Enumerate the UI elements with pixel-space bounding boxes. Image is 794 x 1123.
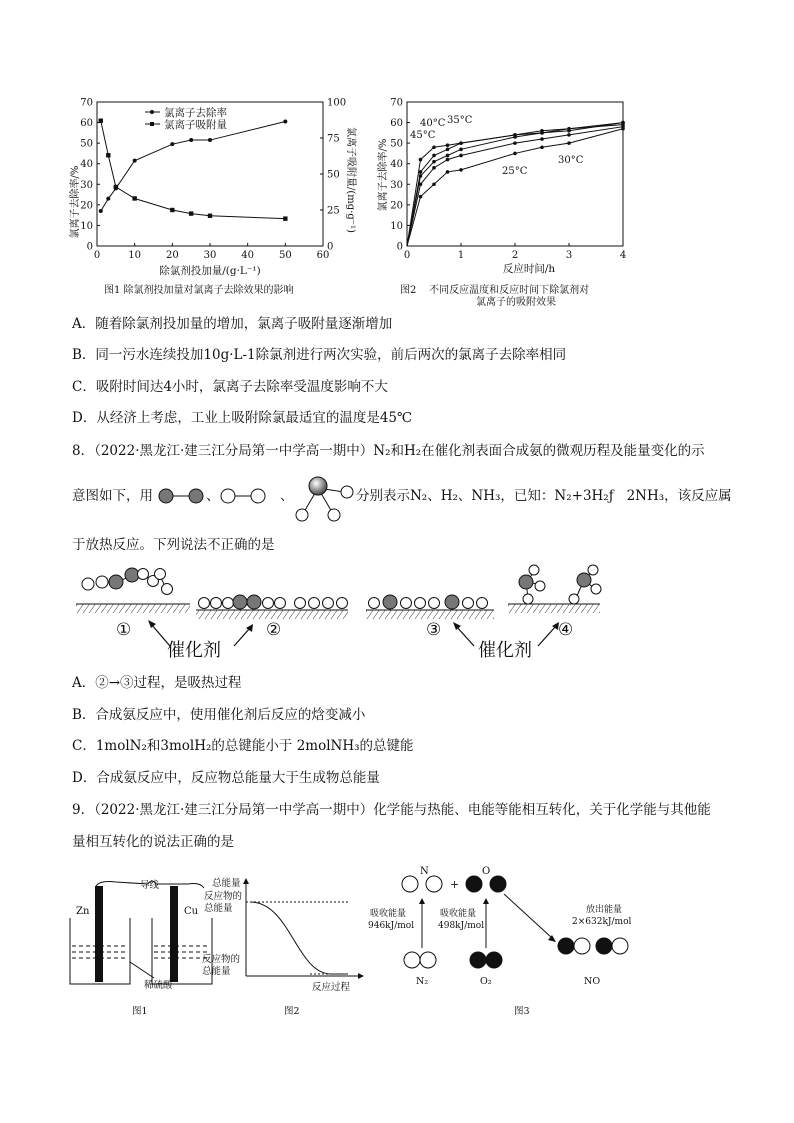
label-35c: 35°C [447,115,473,126]
y-right-tick-label: 100 [327,97,347,109]
removal-rate-point [189,138,193,142]
q8-stem-line2a: 意图如下，用 [72,488,153,504]
absorb-o-line2: 498kJ/mol [438,921,485,931]
adsorbed-atom [337,598,348,609]
adsorbed-atom [223,598,234,609]
x-tick-label: 50 [278,250,292,261]
y-left-tick-label: 20 [80,200,93,212]
figure2-chart [372,90,642,290]
q9-stem-line1: 9．（2022·黑龙江·建三江分局第一中学高一期中）化学能与热能、电能等能相互转化，关于化学能与其他能 [72,802,711,818]
series-line [407,123,623,246]
plus-sign: + [450,878,460,891]
x-tick-label: 4 [619,250,627,261]
series-point [446,143,450,147]
q9-fig2-caption: 图2 [284,1006,300,1017]
catalyst-label-right: 催化剂 [478,640,532,661]
reactant-energy-label-line1: 反应物的 [204,891,243,902]
series-point [540,137,544,141]
series-point [459,154,463,158]
figure1-chart [60,90,356,300]
zn-electrode-label: Zn [76,906,90,917]
series-point [446,148,450,152]
y-left-tick-label: 30 [80,179,93,191]
o2-label: O₂ [480,976,492,987]
series-point [621,127,625,131]
series-point [513,152,517,156]
reactant-energy-label-line2: 总能量 [204,903,233,914]
adsorption-point [132,196,136,200]
series-line [407,123,623,246]
adsorbed-atom [275,598,286,609]
series-point [446,158,450,162]
removal-rate-line [101,122,286,211]
removal-rate-point [99,209,103,213]
stage-label-4: ④ [558,620,574,640]
y-left-tick-label: 10 [80,220,93,232]
adsorbed-atom [199,598,210,609]
q8-option-a: A．②→③过程，是吸热过程 [72,675,242,691]
y-left-tick-label: 40 [80,159,93,171]
reactant-low-label-line2: 总能量 [202,966,231,977]
o-atom-label: O [482,866,491,877]
legend-removal-label: 氯离子去除率 [164,107,227,119]
adsorbed-atom [309,598,320,609]
series-point [419,174,423,178]
y-tick-label: 40 [390,159,403,171]
acid-label: 稀硫酸 [144,980,173,991]
dissociated-atom [383,595,397,609]
series-point [459,141,463,145]
q9-energy-diagram-figure [200,872,370,1018]
q8-sep2: 、 [280,488,294,504]
y-right-tick-label: 0 [327,241,334,253]
molecule-legend [154,474,360,524]
reaction-process-label: 反应过程 [312,982,351,993]
x-tick-label: 0 [93,250,101,261]
y-tick-label: 70 [390,97,403,109]
y-right-tick-label: 75 [327,133,340,145]
series-point [432,154,436,158]
dissociated-atom [401,598,412,609]
q7-option-a: A．随着除氯剂投加量的增加，氯离子吸附量逐渐增加 [72,316,393,332]
q7-option-d: D．从经济上考虑，工业上吸附除氯最适宜的温度是45℃ [72,410,413,426]
adsorption-point [114,185,118,189]
x-axis-label: 除氯剂投加量/(g·L⁻¹) [159,265,261,277]
catalyst-label-left: 催化剂 [167,640,221,661]
x-tick-label: 10 [128,250,142,261]
absorb-n-line1: 吸收能量 [370,909,407,919]
series-point [419,195,423,199]
x-tick-label: 1 [457,250,465,261]
dissociated-atom [477,598,488,609]
stage-label-2: ② [266,620,282,640]
release-line2: 2×632kJ/mol [572,917,632,927]
adsorption-point [106,153,110,157]
stage-label-1: ① [116,620,132,640]
figure2-caption-line1: 图2 不同反应温度和反应时间下除氯剂对 [400,285,590,296]
q8-sep1: 、 [206,488,220,504]
q8-option-d: D．合成氨反应中，反应物总能量大于生成物总能量 [72,770,380,786]
x-tick-label: 30 [203,250,217,261]
y-tick-label: 0 [396,241,403,253]
q9-stem-line2: 量相互转化的说法正确的是 [72,834,234,850]
release-line1: 放出能量 [586,905,623,915]
q9-no-formation-figure [364,860,664,1020]
series-point [567,133,571,137]
y-tick-label: 30 [390,179,403,191]
q8-option-c: C．1molN₂和3molH₂的总键能小于 2molNH₃的总键能 [72,738,414,754]
removal-rate-point [106,197,110,201]
adsorbed-atom [247,595,261,609]
series-point [446,154,450,158]
adsorption-point [208,214,212,218]
total-energy-label: 总能量 [212,878,241,889]
reactant-low-label-line1: 反应物的 [202,954,241,965]
series-point [459,168,463,172]
x-tick-label: 60 [316,250,330,261]
series-point [513,141,517,145]
adsorption-point [170,208,174,212]
y-tick-label: 10 [390,220,403,232]
adsorbed-atom [323,598,334,609]
series-point [432,160,436,164]
q9-fig1-caption: 图1 [132,1006,148,1017]
adsorption-point [283,216,287,220]
adsorbed-atom [211,598,222,609]
adsorbed-atom [263,598,274,609]
q7-option-c: C．吸附时间达4小时，氯离子去除率受温度影响不大 [72,379,388,395]
dissociated-atom [463,598,474,609]
series-point [459,148,463,152]
y-right-axis-label: 氯离子吸附量/(mg·g⁻¹) [345,127,356,233]
adsorption-point [99,119,103,123]
adsorbed-atom [233,595,247,609]
series-point [567,127,571,131]
absorb-n-line2: 946kJ/mol [368,921,415,931]
label-30c: 30°C [558,155,584,166]
figure2-caption-line2: 氯离子的吸附效果 [476,297,556,308]
series-point [540,131,544,135]
wire-label: 导线 [140,880,160,891]
x-tick-label: 20 [165,250,179,261]
figure1-caption: 图1 除氯剂投加量对氯离子去除效果的影响 [104,285,294,296]
absorb-o-line1: 吸收能量 [440,909,477,919]
dissociated-atom [369,598,380,609]
removal-rate-point [170,142,174,146]
series-point [432,182,436,186]
n2-molecule-icon [159,489,173,503]
removal-rate-point [133,159,137,163]
series-point [419,182,423,186]
n2-label: N₂ [416,976,429,987]
label-45c: 45°C [410,130,436,141]
h2-molecule-icon [221,489,235,503]
series-point [446,170,450,174]
adsorbed-atom [295,598,306,609]
dissociated-atom [429,598,440,609]
x-tick-label: 0 [403,250,411,261]
y-right-tick-label: 50 [327,169,340,181]
q8-stem-line1: 8．（2022·黑龙江·建三江分局第一中学高一期中）N₂和H₂在催化剂表面合成氨的微观历程及能量变化的示 [72,443,705,459]
series-point [419,170,423,174]
nh3-molecule-icon [309,477,327,495]
y-left-axis-label: 氯离子去除率/% [70,165,81,239]
y-left-tick-label: 0 [86,241,93,253]
adsorption-point [189,211,193,215]
dissociated-atom [415,598,426,609]
removal-rate-point [208,138,212,142]
removal-rate-point [283,120,287,124]
series-point [567,141,571,145]
q7-option-b: B．同一污水连续投加10g·L-1除氯剂进行两次实验，前后两次的氯离子去除率相同 [72,347,567,363]
x-tick-label: 3 [565,250,573,261]
y-tick-label: 20 [390,200,403,212]
stage-label-3: ③ [426,620,442,640]
x-tick-label: 40 [241,250,255,261]
q8-stem-line2b: 分别表示N₂、H₂、NH₃，已知：N₂+3H₂ƒ 2NH₃，该反应属 [356,488,732,504]
series-point [432,145,436,149]
series-point [432,166,436,170]
no-label: NO [584,976,601,987]
n-atom-label: N [420,866,429,877]
catalyst-process-diagram [60,560,600,666]
y-tick-label: 50 [390,138,403,150]
x-tick-label: 2 [511,250,519,261]
y-left-tick-label: 50 [80,138,93,150]
legend-adsorption-label: 氯离子吸附量 [164,119,227,131]
q8-stem-line3: 于放热反应。下列说法不正确的是 [72,537,275,553]
y-left-tick-label: 70 [80,97,93,109]
q8-option-b: B．合成氨反应中，使用催化剂后反应的焓变减小 [72,707,366,723]
series-point [513,135,517,139]
q9-fig3-caption: 图3 [514,1006,530,1017]
series-point [540,145,544,149]
label-40c: 40°C [420,118,446,129]
y-right-tick-label: 25 [327,205,340,217]
x-axis-label-2: 反应时间/h [502,263,556,275]
series-point [419,158,423,162]
dissociated-atom [445,595,459,609]
label-25c: 25°C [502,166,528,177]
cu-electrode-label: Cu [184,906,199,917]
y-tick-label: 60 [390,118,403,130]
y-axis-label-2: 氯离子去除率/% [378,138,389,212]
y-left-tick-label: 60 [80,118,93,130]
